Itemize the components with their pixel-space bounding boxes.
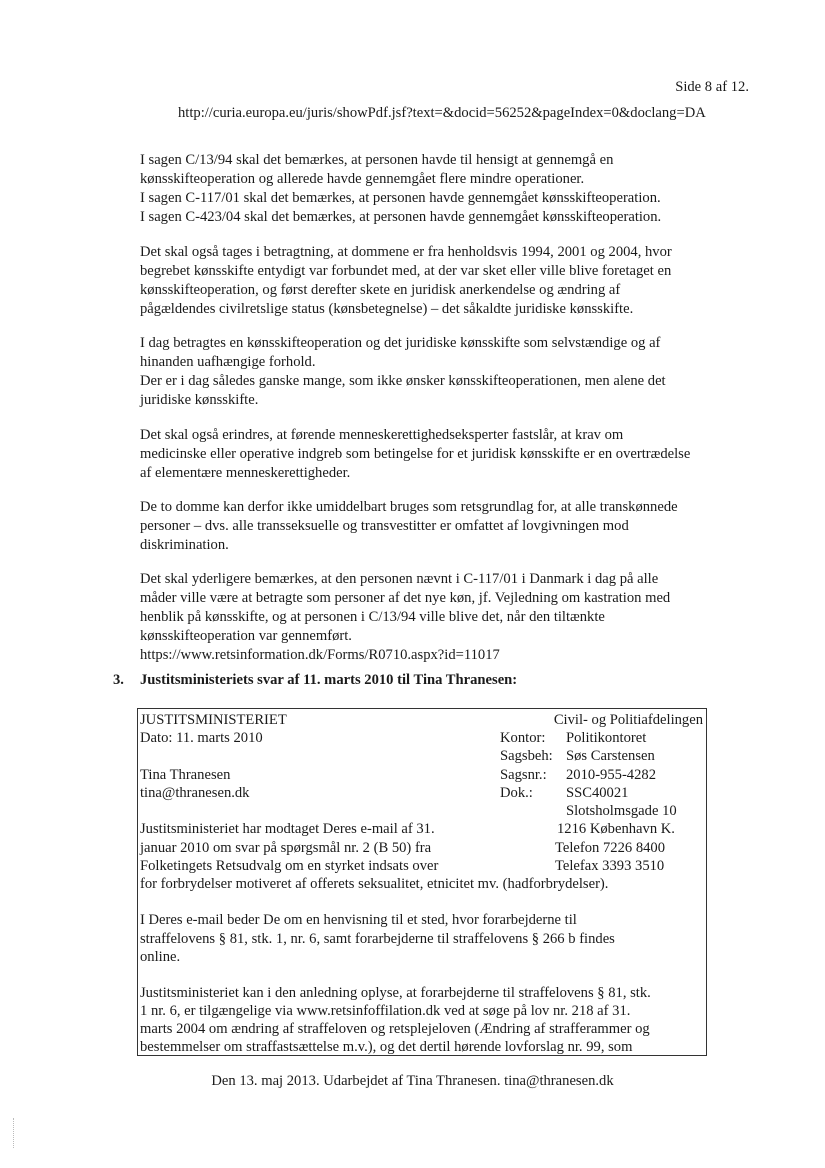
body-line: 1 nr. 6, er tilgængelige via www.retsinfoffilation.dk ved at søge på lov nr. 218 af 31. — [140, 1003, 631, 1019]
text-line: I sagen C/13/94 skal det bemærkes, at personen havde til hensigt at gennemgå en — [140, 152, 614, 168]
paragraph-experts — [140, 426, 750, 483]
meta-value-sagsnr: 2010-955-4282 — [566, 767, 656, 783]
page-number: Side 8 af 12. — [675, 79, 749, 95]
paragraph-conclusion — [140, 498, 750, 555]
text-line: kønsskifteoperation var gennemført. — [140, 628, 352, 644]
paragraph-today — [140, 334, 750, 410]
letter-box — [137, 708, 707, 1056]
text-line: kønsskifteoperation og allerede havde gennemgået flere mindre operationer. — [140, 171, 585, 187]
text-line: hinanden uafhængige forhold. — [140, 354, 316, 370]
recipient-email[interactable]: tina@thranesen.dk — [140, 785, 250, 801]
body-line: marts 2004 om ændring af straffeloven og retsplejeloven (Ændring af strafferammer og — [140, 1021, 650, 1037]
text-line: I sagen C-117/01 skal det bemærkes, at personen havde gennemgået kønsskifteoperation. — [140, 190, 661, 206]
text-line: af elementære menneskerettigheder. — [140, 465, 351, 481]
letter-sender: JUSTITSMINISTERIET — [140, 712, 287, 728]
text-line: Der er i dag således ganske mange, som ikke ønsker kønsskifteoperationen, men alene det — [140, 373, 666, 389]
text-line: måder ville være at betragte som personer af det nye køn, jf. Vejledning om kastration med — [140, 590, 671, 606]
text-line: juridiske kønsskifte. — [140, 392, 259, 408]
text-line: Det skal også erindres, at førende menneskerettighedseksperter fastslår, at krav om — [140, 427, 624, 443]
body-line: Folketingets Retsudvalg om en styrket indsats over — [140, 858, 439, 874]
text-line: begrebet kønsskifte entydigt var forbundet med, at der var sket eller ville blive foretaget en — [140, 263, 672, 279]
text-line: I sagen C-423/04 skal det bemærkes, at personen havde gennemgået kønsskifteoperation. — [140, 209, 662, 225]
body-line: Justitsministeriet har modtaget Deres e-mail af 31. — [140, 821, 435, 837]
body-line: online. — [140, 949, 181, 965]
text-line: I dag betragtes en kønsskifteoperation og det juridiske kønsskifte som selvstændige og af — [140, 335, 661, 351]
scan-artifact — [13, 1118, 18, 1148]
text-line: pågældendes civilretslige status (kønsbetegnelse) – det såkaldte juridiske kønsskifte. — [140, 301, 634, 317]
meta-value-dok: SSC40021 — [566, 785, 629, 801]
address-line: Telefon 7226 8400 — [555, 840, 666, 856]
letter-date: Dato: 11. marts 2010 — [140, 730, 263, 746]
body-line: I Deres e-mail beder De om en henvisning til et sted, hvor forarbejderne til — [140, 912, 577, 928]
section-title: Justitsministeriets svar af 11. marts 2010 til Tina Thranesen: — [140, 672, 518, 688]
curia-url[interactable]: http://curia.europa.eu/juris/showPdf.jsf?text=&docid=56252&pageIndex=0&doclang=DA — [178, 105, 706, 121]
meta-label-sagsnr: Sagsnr.: — [500, 767, 547, 783]
page-footer: Den 13. maj 2013. Udarbejdet af Tina Thranesen. tina@thranesen.dk — [211, 1073, 614, 1089]
meta-label-dok: Dok.: — [500, 785, 533, 801]
body-line: bestemmelser om straffastsættelse m.v.), og det dertil hørende lovforslag nr. 99, som — [140, 1039, 633, 1055]
text-line: medicinske eller operative indgreb som betingelse for et juridisk kønsskifte er en overtrædelse — [140, 446, 691, 462]
address-line: Telefax 3393 3510 — [555, 858, 665, 874]
paragraph-further — [140, 570, 750, 665]
body-line: januar 2010 om svar på spørgsmål nr. 2 (B 50) fra — [140, 840, 432, 856]
meta-value-kontor: Politikontoret — [566, 730, 647, 746]
paragraph-cases — [140, 151, 750, 227]
text-line: henblik på kønsskifte, og at personen i C/13/94 ville blive det, når den tiltænkte — [140, 609, 605, 625]
text-line: Det skal også tages i betragtning, at dommene er fra henholdsvis 1994, 2001 og 2004, hvor — [140, 244, 672, 260]
paragraph-consideration — [140, 243, 750, 319]
text-line: diskrimination. — [140, 537, 229, 553]
body-line: straffelovens § 81, stk. 1, nr. 6, samt forarbejderne til straffelovens § 266 b findes — [140, 931, 615, 947]
address-line: 1216 København K. — [557, 821, 675, 837]
section-number: 3. — [113, 672, 124, 688]
address-line: Slotsholmsgade 10 — [566, 803, 677, 819]
body-line: Justitsministeriet kan i den anledning oplyse, at forarbejderne til straffelovens § 81, stk. — [140, 985, 651, 1001]
text-line: Det skal yderligere bemærkes, at den personen nævnt i C-117/01 i Danmark i dag på alle — [140, 571, 659, 587]
text-line: De to domme kan derfor ikke umiddelbart bruges som retsgrundlag for, at alle transkønnede — [140, 499, 678, 515]
text-line: kønsskifteoperation, og først derefter skete en juridisk anerkendelse og ændring af — [140, 282, 621, 298]
meta-value-sagsbeh: Søs Carstensen — [566, 748, 655, 764]
meta-label-sagsbeh: Sagsbeh: — [500, 748, 553, 764]
text-line: personer – dvs. alle transseksuelle og transvestitter er omfattet af lovgivningen mod — [140, 518, 629, 534]
retsinformation-link[interactable]: https://www.retsinformation.dk/Forms/R0710.aspx?id=11017 — [140, 647, 500, 663]
meta-label-kontor: Kontor: — [500, 730, 546, 746]
body-line: for forbrydelser motiveret af offerets seksualitet, etnicitet mv. (hadforbrydelser). — [140, 876, 609, 892]
recipient-name: Tina Thranesen — [140, 767, 231, 783]
letter-department: Civil- og Politiafdelingen — [553, 712, 703, 728]
